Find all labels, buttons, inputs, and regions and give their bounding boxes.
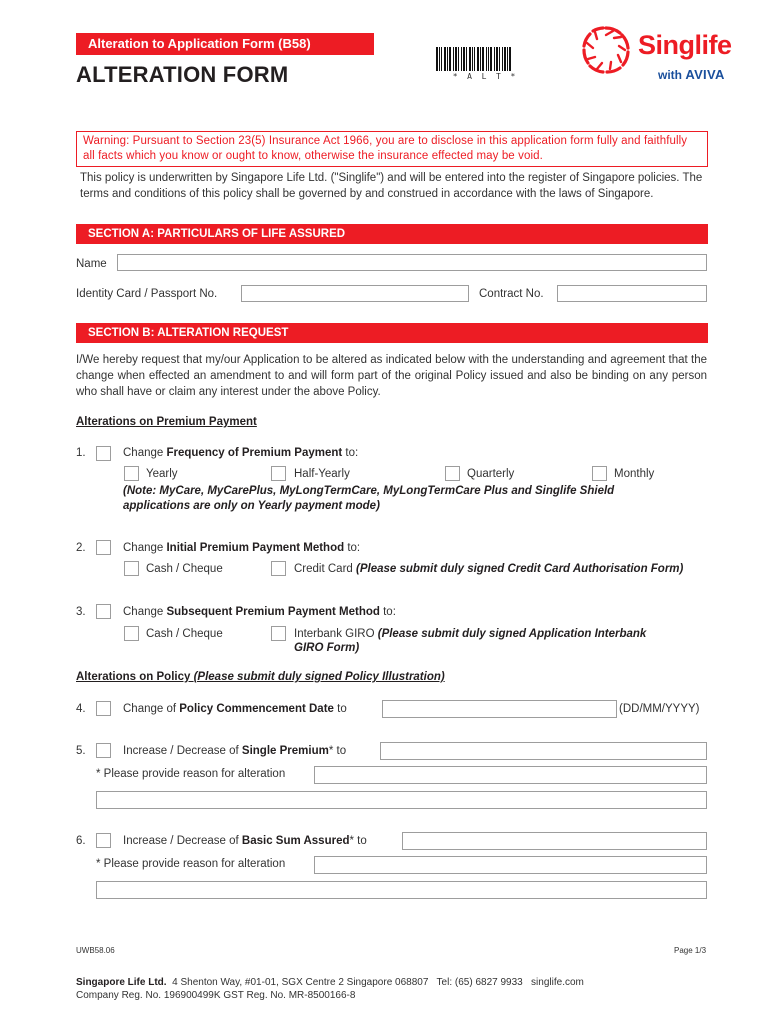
request-text: I/We hereby request that my/our Application to be altered as indicated below with the understanding and agreement that the change when effected an amendment to and will form part of the original Policy issued and also be binding on any person who shall have or claim any interest under the above Policy. (76, 354, 707, 398)
item-5-checkbox[interactable] (96, 743, 111, 758)
yearly-label: Yearly (146, 468, 178, 480)
item-5-number: 5. (76, 745, 86, 757)
item-6-reason-field[interactable] (314, 856, 707, 874)
item-6-checkbox[interactable] (96, 833, 111, 848)
monthly-checkbox[interactable] (592, 466, 607, 481)
item-3-label (123, 606, 396, 618)
id-passport-input[interactable] (242, 286, 468, 301)
item-2-pre: Change (123, 542, 167, 554)
singlife-swirl-icon (580, 24, 632, 76)
item-4-label (123, 703, 347, 715)
credit-card-note: (Please submit duly signed Credit Card Authorisation Form) (356, 563, 684, 575)
intro-text: This policy is underwritten by Singapore Life Ltd. ("Singlife") and will be entered into the register of Singapore policies. The terms and conditions of this policy shall be governed by and construed in accordance with the laws of Singapore. (80, 172, 703, 200)
company-name: Singapore Life Ltd. (76, 977, 167, 988)
company-address: 4 Shenton Way, #01-01, SGX Centre 2 Singapore 068807 Tel: (65) 6827 9933 singlife.com (166, 977, 584, 988)
brand-name: Singlife (638, 30, 732, 60)
item-6-bold: Basic Sum Assured (241, 835, 350, 847)
section-b-header: SECTION B: ALTERATION REQUEST (76, 323, 708, 343)
item-3-bold: Subsequent Premium Payment Method (166, 606, 380, 618)
basic-sum-assured-field[interactable] (402, 832, 707, 850)
item-3-checkbox[interactable] (96, 604, 111, 619)
credit-card-checkbox[interactable] (271, 561, 286, 576)
section-a-header: SECTION A: PARTICULARS OF LIFE ASSURED (76, 224, 708, 244)
item-5-bold: Single Premium (241, 745, 329, 757)
interbank-giro-text: Interbank GIRO (294, 628, 378, 640)
item-5-reason-label: * Please provide reason for alteration (96, 768, 286, 780)
form-code: UWB58.06 (76, 946, 115, 955)
item-1-bold: Frequency of Premium Payment (166, 447, 343, 459)
item-6-label (123, 835, 367, 847)
single-premium-input[interactable] (381, 743, 706, 759)
item-2-checkbox[interactable] (96, 540, 111, 555)
name-input[interactable] (118, 255, 706, 270)
subsequent-cash-cheque-checkbox[interactable] (124, 626, 139, 641)
item-6-number: 6. (76, 835, 86, 847)
initial-cash-cheque-checkbox[interactable] (124, 561, 139, 576)
quarterly-checkbox[interactable] (445, 466, 460, 481)
item-6-reason-input[interactable] (315, 857, 706, 873)
tagline-brand: AVIVA (685, 67, 725, 82)
item-6-reason-field-2[interactable] (96, 881, 707, 899)
item-4-pre: Change of (123, 703, 180, 715)
form-code-badge (76, 33, 374, 55)
company-footer (76, 976, 716, 1002)
credit-card-label (294, 563, 683, 575)
contract-no-field[interactable] (557, 285, 707, 302)
policy-heading-text: Alterations on Policy (76, 671, 194, 683)
item-3-pre: Change (123, 606, 167, 618)
subsequent-cash-cheque-label: Cash / Cheque (146, 628, 223, 640)
item-1-pre: Change (123, 447, 167, 459)
name-field[interactable] (117, 254, 707, 271)
item-5-reason-field-2[interactable] (96, 791, 707, 809)
id-passport-label: Identity Card / Passport No. (76, 288, 218, 300)
item-5-reason-input-2[interactable] (97, 792, 706, 808)
barcode-bars (436, 47, 532, 71)
item-5-reason-field[interactable] (314, 766, 707, 784)
quarterly-label: Quarterly (467, 468, 515, 480)
monthly-label: Monthly (614, 468, 655, 480)
date-format-hint: (DD/MM/YYYY) (619, 703, 700, 715)
commencement-date-input[interactable] (383, 701, 616, 717)
item-2-label (123, 542, 360, 554)
item-4-number: 4. (76, 703, 86, 715)
basic-sum-assured-input[interactable] (403, 833, 706, 849)
company-address-line (76, 976, 716, 989)
single-premium-field[interactable] (380, 742, 707, 760)
interbank-giro-note-line1: (Please submit duly signed Application Interbank (377, 628, 647, 640)
interbank-giro-checkbox[interactable] (271, 626, 286, 641)
half-yearly-label: Half-Yearly (294, 468, 350, 480)
singlife-logo (580, 24, 750, 88)
item-1-number: 1. (76, 447, 86, 459)
page-number: Page 1/3 (674, 946, 707, 955)
policy-heading-note: (Please submit duly signed Policy Illustration) (193, 671, 445, 683)
item-2-post: to: (344, 542, 361, 554)
item-1-post: to: (342, 447, 359, 459)
item-1-note-line2: applications are only on Yearly payment mode) (123, 500, 380, 512)
initial-cash-cheque-label: Cash / Cheque (146, 563, 223, 575)
barcode (436, 47, 532, 81)
yearly-checkbox[interactable] (124, 466, 139, 481)
item-4-checkbox[interactable] (96, 701, 111, 716)
form-code-badge-text: Alteration to Application Form (B58) (88, 36, 311, 51)
item-3-post: to: (379, 606, 396, 618)
half-yearly-checkbox[interactable] (271, 466, 286, 481)
tagline-prefix: with (658, 68, 682, 82)
commencement-date-field[interactable] (382, 700, 617, 718)
item-1-label (123, 447, 358, 459)
id-passport-field[interactable] (241, 285, 469, 302)
interbank-giro-label (294, 628, 646, 640)
company-reg-line: Company Reg. No. 196900499K GST Reg. No. MR-8500166-8 (76, 990, 356, 1001)
item-2-bold: Initial Premium Payment Method (166, 542, 345, 554)
item-5-pre: Increase / Decrease of (123, 745, 242, 757)
item-6-reason-input-2[interactable] (97, 882, 706, 898)
contract-no-input[interactable] (558, 286, 706, 301)
barcode-text: * A L T * (452, 72, 516, 81)
item-2-number: 2. (76, 542, 86, 554)
name-label: Name (76, 258, 107, 270)
brand-tagline (658, 67, 725, 82)
item-6-post: * to (349, 835, 367, 847)
item-5-label (123, 745, 346, 757)
page-title: ALTERATION FORM (76, 62, 289, 87)
item-5-reason-input[interactable] (315, 767, 706, 783)
item-6-pre: Increase / Decrease of (123, 835, 242, 847)
policy-heading (76, 671, 445, 683)
item-5-post: * to (328, 745, 347, 757)
item-3-number: 3. (76, 606, 86, 618)
credit-card-text: Credit Card (294, 563, 356, 575)
item-1-note-line1: (Note: MyCare, MyCarePlus, MyLongTermCare, MyLongTermCare Plus and Singlife Shield (123, 485, 615, 497)
warning-box: Warning: Pursuant to Section 23(5) Insurance Act 1966, you are to disclose in this application form fully and faithfully all facts which you know or ought to know, otherwise the insurance effected may be void. (76, 131, 708, 167)
item-6-reason-label: * Please provide reason for alteration (96, 858, 286, 870)
item-4-post: to (333, 703, 347, 715)
premium-payment-heading: Alterations on Premium Payment (76, 416, 257, 428)
contract-no-label: Contract No. (479, 288, 544, 300)
item-4-bold: Policy Commencement Date (179, 703, 334, 715)
item-1-checkbox[interactable] (96, 446, 111, 461)
interbank-giro-note-line2: GIRO Form) (294, 642, 360, 654)
